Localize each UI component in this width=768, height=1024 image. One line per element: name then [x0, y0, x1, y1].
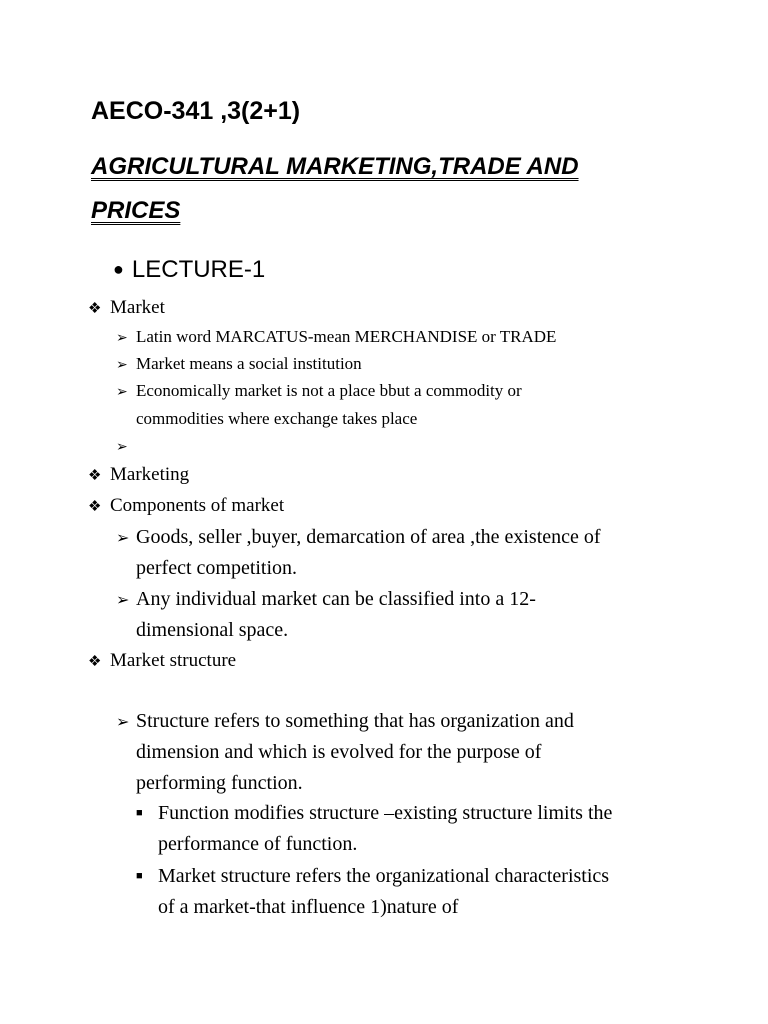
section-marketing-label: Marketing	[110, 464, 190, 485]
empty-list-item	[116, 436, 136, 456]
section-components-label: Components of market	[110, 495, 285, 516]
list-item-continuation: perfect competition.	[136, 557, 298, 579]
list-item	[116, 710, 574, 733]
section-market-label: Market	[110, 297, 165, 318]
list-item-text: Market means a social institution	[136, 354, 362, 373]
list-item-continuation: dimensional space.	[136, 619, 289, 641]
list-item	[116, 354, 362, 374]
sub-list-item-text: Function modifies structure –existing structure limits the	[158, 802, 613, 824]
document-title-line-2: PRICES	[91, 197, 181, 224]
list-item-text: Economically market is not a place bbut a commodity or	[136, 381, 522, 400]
list-item-continuation: commodities where exchange takes place	[136, 409, 418, 428]
arrow-bullet-icon: ➢	[116, 358, 128, 373]
arrow-bullet-icon: ➢	[116, 440, 128, 455]
list-item-text: Structure refers to something that has organization and	[136, 710, 574, 732]
square-bullet-icon: ■	[136, 807, 143, 819]
square-bullet-icon: ■	[136, 870, 143, 882]
list-item	[116, 327, 556, 347]
diamond-bullet-icon: ❖	[88, 468, 102, 484]
lecture-heading	[113, 256, 265, 284]
section-market	[88, 297, 165, 319]
sub-list-item	[136, 865, 609, 888]
sub-list-item-continuation: performance of function.	[158, 833, 358, 855]
diamond-bullet-icon: ❖	[88, 301, 102, 317]
course-code: AECO-341 ,3(2+1)	[91, 97, 301, 125]
list-item	[116, 588, 536, 611]
arrow-bullet-icon: ➢	[116, 331, 128, 346]
section-marketing	[88, 464, 189, 486]
list-item-continuation: dimension and which is evolved for the purpose of	[136, 741, 542, 763]
diamond-bullet-icon: ❖	[88, 499, 102, 515]
document-title-line-1: AGRICULTURAL MARKETING,TRADE AND	[91, 153, 579, 180]
arrow-bullet-icon: ➢	[116, 714, 130, 731]
sub-list-item-text: Market structure refers the organizational characteristics	[158, 865, 610, 887]
list-item-text: Goods, seller ,buyer, demarcation of area ,the existence of	[136, 526, 601, 548]
section-market-structure	[88, 650, 236, 672]
list-item	[116, 381, 522, 401]
lecture-label: LECTURE-1	[131, 256, 266, 283]
list-item-text: Any individual market can be classified into a 12-	[136, 588, 536, 610]
list-item-continuation: performing function.	[136, 772, 303, 794]
arrow-bullet-icon: ➢	[116, 385, 128, 400]
sub-list-item	[136, 802, 612, 825]
arrow-bullet-icon: ➢	[116, 530, 130, 547]
arrow-bullet-icon: ➢	[116, 592, 130, 609]
diamond-bullet-icon: ❖	[88, 654, 102, 670]
section-components	[88, 495, 284, 517]
list-item-text: Latin word MARCATUS-mean MERCHANDISE or TRADE	[136, 327, 557, 346]
bullet-dot-icon: ●	[113, 259, 124, 279]
section-market-structure-label: Market structure	[110, 650, 237, 671]
list-item	[116, 526, 601, 549]
sub-list-item-continuation: of a market-that influence 1)nature of	[158, 896, 459, 918]
